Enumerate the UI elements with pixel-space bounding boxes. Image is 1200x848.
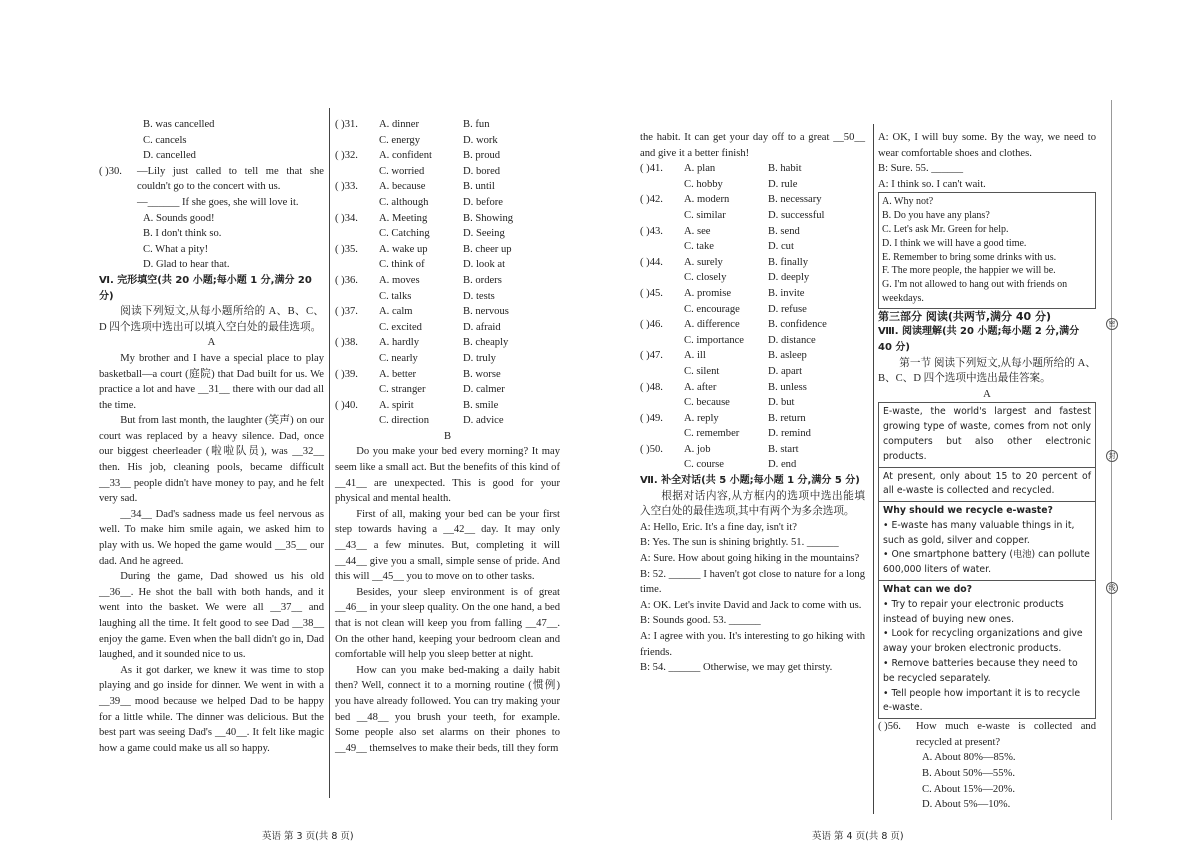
option: C. closely — [684, 272, 727, 284]
question-text: How much e-waste is collected and recycled at present? — [916, 721, 1096, 748]
option: C. worried — [379, 165, 425, 177]
option-row — [335, 413, 560, 429]
option: D. look at — [463, 259, 506, 271]
option: B. confidence — [768, 319, 827, 331]
option: C. importance — [684, 334, 745, 346]
option: B. orders — [463, 274, 502, 286]
option-row — [335, 242, 560, 258]
question-30 — [99, 164, 324, 211]
option-row — [640, 270, 865, 286]
option-row — [640, 208, 865, 224]
answer-bracket[interactable]: ( )32. — [335, 150, 358, 162]
option: D. before — [463, 196, 504, 208]
option: B. invite — [768, 287, 805, 299]
infobox-fact: At present, only about 15 to 20 percent of all e-waste is collected and recycled. — [883, 470, 1091, 497]
spacer — [335, 226, 379, 242]
option: D. rule — [768, 178, 798, 190]
choice: E. Remember to bring some drinks with us. — [882, 251, 1057, 263]
option: B. cheaply — [463, 337, 509, 349]
option: A. ill — [684, 350, 706, 362]
answer-bracket[interactable]: ( )30. — [99, 165, 122, 177]
choice: A. Why not? — [882, 196, 934, 208]
option: A. moves — [379, 274, 420, 286]
option-row — [640, 426, 865, 442]
option: D. Seeing — [463, 228, 505, 240]
choice: F. The more people, the happier we will be. — [882, 265, 1056, 277]
spacer — [640, 302, 684, 318]
binding-mark: 封 — [1106, 450, 1118, 462]
option: B. finally — [768, 256, 809, 268]
option: C. excited — [379, 321, 422, 333]
option: A. reply — [684, 412, 719, 424]
dialog-line: A: OK. Let's invite David and Jack to come with us. — [640, 599, 862, 611]
infobox-intro: E-waste, the world's largest and fastest growing type of waste, comes from not only computers but also other electronic products. — [883, 406, 1091, 462]
option-row — [335, 273, 560, 289]
option-row — [640, 161, 865, 177]
answer-bracket[interactable]: ( )49. — [640, 412, 663, 424]
option-row — [640, 457, 865, 473]
option: D. distance — [768, 334, 816, 346]
page-footer-left: 英语 第 3 页(共 8 页) — [262, 831, 354, 842]
spacer — [335, 195, 379, 211]
option: D. calmer — [463, 384, 505, 396]
answer-bracket[interactable]: ( )56. — [878, 721, 901, 733]
passage-label: B — [443, 430, 452, 442]
option: D. deeply — [768, 272, 810, 284]
option: A. modern — [684, 194, 730, 206]
answer-bracket[interactable]: ( )35. — [335, 243, 358, 255]
option: B. return — [768, 412, 806, 424]
option: D. Glad to hear that. — [143, 259, 230, 271]
option-row — [335, 367, 560, 383]
option: D. successful — [768, 209, 825, 221]
column-1 — [99, 117, 324, 756]
passage-label: A — [983, 388, 991, 400]
option: D. end — [768, 459, 797, 471]
spacer — [335, 164, 379, 180]
option-row — [640, 348, 865, 364]
option-row — [335, 320, 560, 336]
option: C. encourage — [684, 303, 740, 315]
answer-bracket[interactable]: ( )31. — [335, 119, 358, 130]
do-heading: What can we do? — [883, 584, 973, 596]
bullet-item: • One smartphone battery (电池) can pollute 600,000 liters of water. — [883, 549, 1090, 576]
answer-bracket[interactable]: ( )48. — [640, 381, 663, 393]
answer-bracket[interactable]: ( )36. — [335, 274, 358, 286]
option-row — [335, 398, 560, 414]
option: A. calm — [379, 306, 413, 318]
question-56 — [878, 719, 1096, 750]
answer-bracket[interactable]: ( )33. — [335, 181, 358, 193]
spacer — [335, 320, 379, 336]
option: B. Showing — [463, 212, 514, 224]
do-box — [878, 581, 1096, 719]
option: A. because — [379, 181, 426, 193]
option: B. I don't think so. — [143, 228, 222, 240]
option-row — [335, 257, 560, 273]
bullet-item: • Look for recycling organizations and give away your broken electronic products. — [883, 628, 1083, 655]
option: C. cancels — [143, 134, 187, 146]
answer-bracket[interactable]: ( )41. — [640, 163, 663, 175]
option-row — [640, 317, 865, 333]
options-31-40 — [335, 117, 560, 429]
question-line: —______ If she goes, she will love it. — [137, 196, 299, 208]
option: B. worse — [463, 368, 501, 380]
binding-mark: 密 — [1106, 318, 1118, 330]
option: D. work — [463, 134, 498, 146]
spacer — [335, 289, 379, 305]
option-row — [640, 380, 865, 396]
passage-paragraph: First of all, making your bed can be your first step towards having a __42__ day. It may only __43__ a few minutes. But, completing it will __44__ give you a small, simple sense of pride. And this will __45__ you to move on to other tasks. — [335, 508, 560, 583]
ewaste-infobox — [878, 402, 1096, 467]
option: C. similar — [684, 209, 726, 221]
option: D. afraid — [463, 321, 501, 333]
dialog-line: B: 52. ______ I haven't got close to nature for a long time. — [640, 568, 865, 596]
option: C. hobby — [684, 178, 723, 190]
option: A. Meeting — [379, 212, 428, 224]
spacer — [640, 177, 684, 193]
option: B. fun — [463, 119, 490, 130]
option-row — [335, 195, 560, 211]
spacer — [335, 351, 379, 367]
option-row — [335, 211, 560, 227]
dialog-line: A: Hello, Eric. It's a fine day, isn't it? — [640, 521, 797, 533]
option: D. advice — [463, 415, 504, 427]
binding-mark: 线 — [1106, 582, 1118, 594]
option-row — [640, 442, 865, 458]
section-heading: Ⅷ. 阅读理解(共 20 小题;每小题 2 分,满分 40 分) — [878, 326, 1080, 353]
option: C. silent — [684, 365, 720, 377]
spacer — [335, 257, 379, 273]
spacer — [640, 457, 684, 473]
dialog-line: B: Sounds good. 53. ______ — [640, 615, 761, 627]
option: C. think of — [379, 259, 425, 271]
option: B. necessary — [768, 194, 822, 206]
option: B. habit — [768, 163, 802, 175]
option: B. asleep — [768, 350, 807, 362]
dialog-line: B: 54. ______ Otherwise, we may get thirsty. — [640, 662, 833, 674]
option-row — [640, 411, 865, 427]
option: D. cancelled — [143, 150, 196, 162]
page-footer-right: 英语 第 4 页(共 8 页) — [812, 831, 904, 842]
passage-paragraph: But from last month, the laughter (笑声) on our court was replaced by a heavy silence. Dad, once our biggest cheerleader (啦啦队员), was __32__ then. His job, cleaning pools, became difficult __33__ people didn't have money to pay, and he felt very sad. — [99, 415, 324, 505]
choice: D. I think we will have a good time. — [882, 237, 1027, 249]
dialog-line: A: I agree with you. It's interesting to go hiking with friends. — [640, 631, 865, 658]
option: C. nearly — [379, 352, 418, 364]
bullet-item: • E-waste has many valuable things in it, such as gold, silver and copper. — [883, 519, 1075, 546]
option: A. wake up — [379, 243, 428, 255]
section-heading: Ⅵ. 完形填空(共 20 小题;每小题 1 分,满分 20 分) — [99, 274, 312, 302]
option-row — [640, 239, 865, 255]
passage-continuation: the habit. It can get your day off to a great __50__ and give it a better finish! — [640, 132, 865, 159]
option-row — [640, 255, 865, 271]
option: B. start — [768, 443, 799, 455]
spacer — [335, 382, 379, 398]
spacer — [335, 133, 379, 149]
spacer — [640, 364, 684, 380]
option-row — [335, 335, 560, 351]
answer-bracket[interactable]: ( )46. — [640, 319, 663, 331]
option: C. although — [379, 196, 429, 208]
spacer — [640, 270, 684, 286]
answer-bracket[interactable]: ( )45. — [640, 287, 663, 299]
option: C. direction — [379, 415, 430, 427]
option: A. hardly — [379, 337, 420, 349]
passage-paragraph: Do you make your bed every morning? It may seem like a small act. But the benefits of this kind of __41__ are unexpected. This is good for your physical and mental health. — [335, 446, 560, 505]
option: A. confident — [379, 150, 432, 162]
instructions: 第一节 阅读下列短文,从每小题所给的 A、B、C、D 四个选项中选出最佳答案。 — [878, 357, 1096, 385]
option: A. job — [684, 443, 711, 455]
option-row — [335, 351, 560, 367]
column-3 — [640, 130, 865, 676]
option-row — [335, 133, 560, 149]
option: A. promise — [684, 287, 732, 299]
dialog-line: A: I think so. I can't wait. — [878, 178, 986, 190]
option: B. cheer up — [463, 243, 512, 255]
option: D. cut — [768, 241, 794, 253]
spacer — [335, 413, 379, 429]
passage-paragraph: __34__ Dad's sadness made us feel nervous as well. To make him smile again, we asked him to play with us. We hoped the game would __35__ our dad. And he agreed. — [99, 508, 324, 567]
column-2 — [335, 117, 560, 756]
option: A. About 80%—85%. — [922, 752, 1016, 764]
option-row — [640, 364, 865, 380]
option: A. see — [684, 225, 711, 237]
bullet-item: • Remove batteries because they need to be recycled separately. — [883, 658, 1078, 684]
column-divider — [873, 124, 874, 814]
option: D. but — [768, 397, 795, 409]
option: A. surely — [684, 256, 723, 268]
choices-box — [878, 192, 1096, 308]
answer-bracket[interactable]: ( )38. — [335, 337, 358, 349]
answer-bracket[interactable]: ( )43. — [640, 225, 663, 237]
answer-bracket[interactable]: ( )34. — [335, 212, 358, 224]
option: D. About 5%—10%. — [922, 799, 1011, 811]
option: B. About 50%—55%. — [922, 768, 1015, 780]
option: B. smile — [463, 399, 499, 411]
column-divider — [329, 108, 330, 798]
option: C. About 15%—20%. — [922, 783, 1015, 795]
passage-label: A — [207, 337, 216, 349]
option-row — [640, 224, 865, 240]
dialog-line: A: OK, I will buy some. By the way, we need to wear comfortable shoes and clothes. — [878, 132, 1096, 159]
option-row — [335, 164, 560, 180]
instructions: 阅读下列短文,从每小题所给的 A、B、C、D 四个选项中选出可以填入空白处的最佳选项。 — [99, 306, 324, 333]
dialog-line: B: Yes. The sun is shining brightly. 51. ______ — [640, 537, 839, 549]
spacer — [640, 333, 684, 349]
option-row — [640, 177, 865, 193]
option: A. after — [684, 381, 717, 393]
option-row — [335, 226, 560, 242]
option-row — [335, 382, 560, 398]
option: D. tests — [463, 290, 495, 302]
passage-paragraph: How can you make bed-making a daily habit then? Well, connect it to a morning routine (惯例) you have already followed. You can try making your bed __48__ you brush your teeth, for example. Some people also set alarms on their phones to __49__ themselves to make their beds, till they form — [335, 664, 560, 754]
option-row — [640, 333, 865, 349]
option: D. remind — [768, 428, 811, 440]
option-row — [640, 395, 865, 411]
option: D. bored — [463, 165, 501, 177]
option: C. energy — [379, 134, 420, 146]
dialog-line: B: Sure. 55. ______ — [878, 163, 964, 175]
option-row — [335, 148, 560, 164]
part-heading: 第三部分 阅读(共两节,满分 40 分) — [878, 309, 1052, 323]
bullet-item: • Tell people how important it is to recycle e-waste. — [883, 687, 1081, 714]
answer-bracket[interactable]: ( )50. — [640, 443, 663, 455]
passage-paragraph: My brother and I have a special place to play basketball—a court (庭院) that Dad built for us. We practice a lot and have __31__ there with our dad all the time. — [99, 352, 324, 411]
option-row — [640, 192, 865, 208]
choice: G. I'm not allowed to hang out with friends on weekdays. — [882, 279, 1068, 304]
answer-bracket[interactable]: ( )44. — [640, 256, 663, 268]
question-line: —Lily just called to tell me that she couldn't go to the concert with us. — [137, 165, 324, 193]
option: A. plan — [684, 163, 716, 175]
option: C. take — [684, 241, 715, 253]
dialog-line: A: Sure. How about going hiking in the mountains? — [640, 553, 860, 565]
choice: B. Do you have any plans? — [882, 210, 990, 222]
option-row — [335, 179, 560, 195]
column-4 — [878, 130, 1096, 813]
answer-bracket[interactable]: ( )42. — [640, 194, 663, 206]
spacer — [640, 426, 684, 442]
spacer — [640, 239, 684, 255]
option-row — [335, 289, 560, 305]
answer-bracket[interactable]: ( )47. — [640, 350, 663, 362]
option: C. course — [684, 459, 725, 471]
option: B. send — [768, 225, 800, 237]
choice: C. Let's ask Mr. Green for help. — [882, 223, 1009, 235]
option: D. truly — [463, 352, 496, 364]
option: C. What a pity! — [143, 243, 209, 255]
bullet-item: • Try to repair your electronic products instead of buying new ones. — [883, 598, 1064, 625]
option: A. dinner — [379, 119, 420, 130]
spacer — [640, 208, 684, 224]
option-row — [335, 304, 560, 320]
spacer — [640, 395, 684, 411]
option: C. because — [684, 397, 730, 409]
option: D. apart — [768, 365, 803, 377]
answer-bracket[interactable]: ( )37. — [335, 306, 358, 318]
passage-paragraph: Besides, your sleep environment is of great __46__ in your sleep quality. On the one hand, a bed that is not clean will keep you from falling __47__. On the other hand, keeping your bedroom clean and comfortable will help you sleep better at night. — [335, 586, 560, 661]
option: C. talks — [379, 290, 412, 302]
option-row — [335, 117, 560, 133]
option: A. difference — [684, 319, 740, 331]
why-box — [878, 502, 1096, 581]
instructions: 根据对话内容,从方框内的选项中选出能填入空白处的最佳选项,其中有两个为多余选项。 — [640, 490, 865, 518]
option: D. refuse — [768, 303, 807, 315]
passage-paragraph: During the game, Dad showed us his old __36__. He shot the ball with both hands, and it went into the basket. We were all __37__ and laughing all the time. It felt good to see Dad __38__ enjoy the game. Even when the ball didn't go in, Dad laughed, and it sounded nice to us. — [99, 571, 324, 661]
option: A. better — [379, 368, 417, 380]
option: A. Sounds good! — [143, 212, 215, 224]
option: B. was cancelled — [143, 119, 215, 130]
option: B. proud — [463, 150, 501, 162]
option: C. stranger — [379, 384, 426, 396]
option: B. until — [463, 181, 495, 193]
section-heading: Ⅶ. 补全对话(共 5 小题;每小题 1 分,满分 5 分) — [640, 475, 860, 487]
why-heading: Why should we recycle e-waste? — [883, 505, 1053, 517]
option: C. remember — [684, 428, 740, 440]
passage-paragraph: As it got darker, we knew it was time to stop playing and go inside for dinner. We went in with a __39__ mood because we helped Dad to be happy for a little while. The dinner was delicious. But the best part was seeing Dad's __40__. It felt like magic how a game could make us all so happy. — [99, 664, 324, 754]
answer-bracket[interactable]: ( )39. — [335, 368, 358, 380]
options-41-50 — [640, 161, 865, 473]
option-row — [640, 302, 865, 318]
option: B. unless — [768, 381, 807, 393]
option: A. spirit — [379, 399, 414, 411]
ewaste-fact — [878, 468, 1096, 503]
option: B. nervous — [463, 306, 509, 318]
option-row — [640, 286, 865, 302]
answer-bracket[interactable]: ( )40. — [335, 399, 358, 411]
option: C. Catching — [379, 228, 430, 240]
